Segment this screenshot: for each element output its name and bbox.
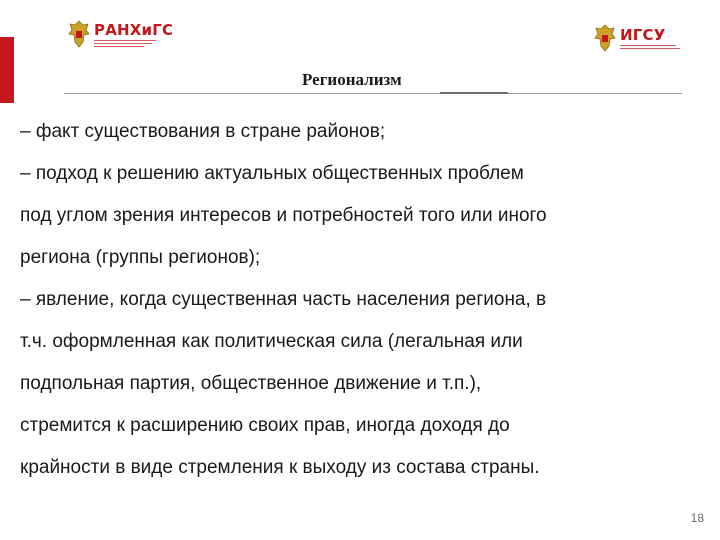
accent-bar	[0, 37, 14, 103]
body-line: – факт существования в стране районов;	[20, 121, 386, 142]
body-line: стремится к расширению своих прав, иногда доходя до	[20, 415, 510, 436]
slide-body	[20, 111, 700, 489]
ranepa-logo	[68, 20, 173, 48]
slide-title: Регионализм	[302, 70, 402, 89]
body-line: региона (группы регионов);	[20, 247, 261, 268]
logo-name-ranepa: РАНХиГС	[94, 20, 174, 39]
igsu-logo	[594, 24, 680, 52]
eagle-emblem-icon	[594, 24, 616, 52]
body-line: т.ч. оформленная как политическая сила (легальная или	[20, 331, 523, 352]
body-line: под углом зрения интересов и потребностей того или иного	[20, 205, 547, 226]
title-divider-accent	[440, 92, 508, 94]
page-number: 18	[690, 511, 704, 525]
title-divider	[64, 93, 682, 94]
body-line: – подход к решению актуальных общественных проблем	[20, 163, 524, 184]
logo-subtitle-lines	[94, 40, 173, 47]
eagle-emblem-icon	[68, 20, 90, 48]
body-line: – явление, когда существенная часть населения региона, в	[20, 289, 547, 310]
body-line: подпольная партия, общественное движение и т.п.),	[20, 373, 482, 394]
logo-name-igsu: ИГСУ	[620, 26, 666, 44]
logo-subtitle-lines	[620, 45, 680, 49]
body-line: крайности в виде стремления к выходу из состава страны.	[20, 457, 540, 478]
